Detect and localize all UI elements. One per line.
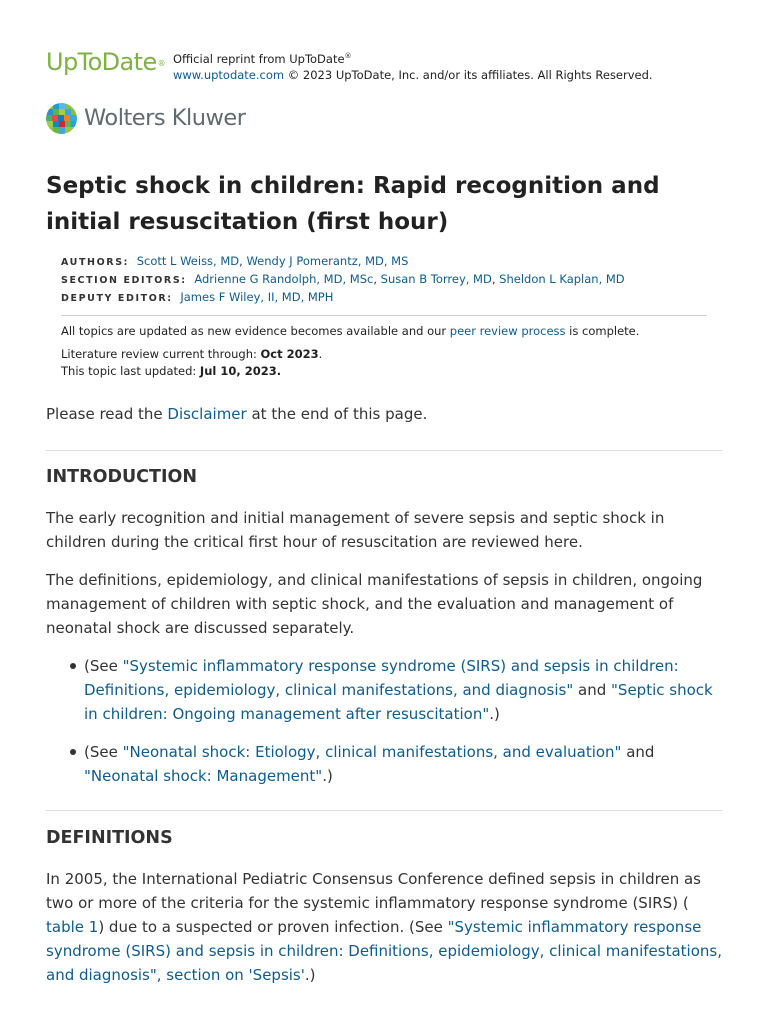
- bullet-1-mid: and: [573, 681, 612, 699]
- see-also-bullet-2: [84, 740, 724, 788]
- section-divider: [46, 450, 722, 451]
- definitions-paragraph: [46, 867, 722, 987]
- lit-review-value: Oct 2023: [260, 347, 319, 361]
- lit-review-end: .: [318, 347, 323, 361]
- peer-review-link[interactable]: peer review process: [449, 324, 566, 338]
- wolters-kluwer-mark-icon: [46, 103, 77, 134]
- sirs-sepsis-section-link[interactable]: "Systemic inflammatory response syndrome (SIRS) and sepsis in children: Definitions, epidemiology, clinical manifestations, and diagnosis", section on 'Sepsis': [46, 918, 722, 984]
- deputy-editor-label: DEPUTY EDITOR:: [61, 293, 173, 304]
- septic-shock-ongoing-link[interactable]: "Septic shock in children: Ongoing management after resuscitation": [84, 681, 713, 723]
- article-meta: [61, 253, 707, 380]
- reprint-header: [46, 48, 726, 88]
- disclaimer-link[interactable]: Disclaimer: [167, 405, 247, 423]
- neonatal-shock-etiology-link[interactable]: "Neonatal shock: Etiology, clinical manifestations, and evaluation": [122, 743, 622, 761]
- article-title: Septic shock in children: Rapid recognition and initial resuscitation (first hour): [46, 173, 660, 235]
- author-link[interactable]: Wendy J Pomerantz, MD, MS: [246, 254, 409, 268]
- introduction-heading: INTRODUCTION: [46, 467, 197, 487]
- disclaimer-note: [46, 402, 722, 426]
- intro-paragraph-2: The definitions, epidemiology, and clinical manifestations of sepsis in children, ongoing management of children with septic shock, and the evaluation and management of neonatal shock are discussed separately.: [46, 571, 703, 637]
- literature-review-date: [61, 346, 707, 363]
- last-updated-date: [61, 363, 707, 380]
- bullet-icon: [70, 749, 76, 755]
- definitions-heading: DEFINITIONS: [46, 828, 173, 848]
- sirs-topic-link[interactable]: "Systemic inflammatory response syndrome (SIRS) and sepsis in children: Definitions, epidemiology, clinical manifestations, and diagnosis": [84, 657, 679, 699]
- definitions-post: .): [304, 966, 316, 984]
- bullet-2-mid: and: [621, 743, 655, 761]
- authors-row: AUTHORS: Scott L Weiss, MD, Wendy J Pomerantz, MD, MS: [61, 254, 409, 268]
- bullet-icon: [70, 663, 76, 669]
- reprint-notice: [173, 48, 653, 83]
- intro-paragraph-1: The early recognition and initial management of severe sepsis and septic shock in children during the critical first hour of resuscitation are reviewed here.: [46, 509, 665, 551]
- section-editor-link[interactable]: Susan B Torrey, MD: [380, 272, 492, 286]
- table-1-link[interactable]: table 1: [46, 918, 99, 936]
- last-updated-label: This topic last updated:: [61, 364, 200, 378]
- meta-divider: [61, 315, 707, 316]
- author-link[interactable]: Scott L Weiss, MD: [136, 254, 240, 268]
- uptodate-logo[interactable]: [46, 48, 165, 76]
- last-updated-value: Jul 10, 2023.: [199, 364, 282, 378]
- section-divider: [46, 810, 722, 811]
- disclaimer-post: at the end of this page.: [246, 405, 428, 423]
- wolters-kluwer-wordmark: Wolters Kluwer: [84, 105, 246, 131]
- lit-review-label: Literature review current through:: [61, 347, 261, 361]
- uptodate-logo-text: UpToDate: [46, 48, 157, 76]
- peer-review-pre: All topics are updated as new evidence becomes available and our: [61, 324, 450, 338]
- bullet-1-post: .): [489, 705, 500, 723]
- section-editor-link[interactable]: Sheldon L Kaplan, MD: [499, 272, 625, 286]
- deputy-editor-link[interactable]: James F Wiley, II, MD, MPH: [180, 290, 334, 304]
- copyright-text: © 2023 UpToDate, Inc. and/or its affiliates. All Rights Reserved.: [287, 67, 653, 82]
- definitions-pre: In 2005, the International Pediatric Consensus Conference defined sepsis in children as two or more of the criteria for the systemic inflammatory response syndrome (SIRS) (: [46, 870, 701, 912]
- peer-review-note: [61, 323, 707, 340]
- neonatal-shock-management-link[interactable]: "Neonatal shock: Management": [84, 767, 323, 785]
- logo-registered-mark: ®: [157, 59, 166, 68]
- section-editors-row: SECTION EDITORS: Adrienne G Randolph, MD, MSc, Susan B Torrey, MD, Sheldon L Kaplan, MD: [61, 272, 625, 286]
- reprint-line: Official reprint from UpToDate: [173, 51, 345, 66]
- deputy-editor-row: [61, 289, 707, 307]
- section-editor-link[interactable]: Adrienne G Randolph, MD, MSc: [194, 272, 374, 286]
- peer-review-post: is complete.: [565, 324, 640, 338]
- bullet-2-pre: (See: [84, 743, 123, 761]
- definitions-mid: ) due to a suspected or proven infection. (See: [98, 918, 448, 936]
- see-also-bullet-1: [84, 654, 724, 726]
- authors-label: AUTHORS:: [61, 257, 130, 268]
- reprint-registered-mark: ®: [344, 52, 352, 60]
- section-editors-label: SECTION EDITORS:: [61, 275, 187, 286]
- disclaimer-pre: Please read the: [46, 405, 168, 423]
- uptodate-site-link[interactable]: www.uptodate.com: [173, 67, 285, 82]
- bullet-1-pre: (See: [84, 657, 123, 675]
- bullet-2-post: .): [322, 767, 333, 785]
